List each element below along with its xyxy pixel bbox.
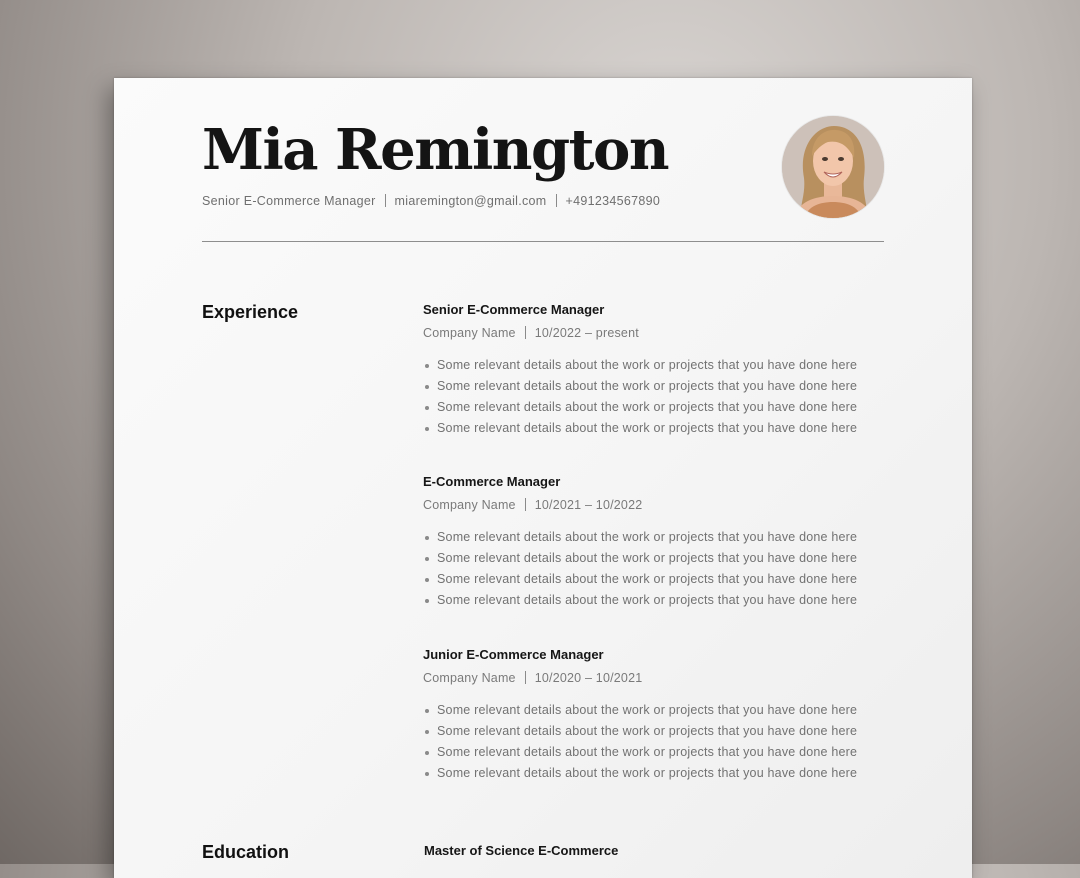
- job-entry: [423, 474, 883, 611]
- company-name: Company Name: [423, 326, 516, 340]
- separator: [556, 194, 557, 207]
- job-dates: 10/2020 – 10/2021: [534, 671, 643, 685]
- contact-line: [202, 194, 660, 208]
- header-divider: [202, 241, 884, 242]
- separator: [525, 326, 526, 339]
- job-detail: Some relevant details about the work or projects that you have done here: [423, 742, 883, 763]
- email-text: miaremington@gmail.com: [394, 194, 547, 208]
- job-dates: 10/2022 – present: [534, 326, 639, 340]
- job-details-list: [423, 355, 883, 439]
- job-details-list: [423, 527, 883, 611]
- profile-photo: [782, 116, 884, 218]
- job-detail: Some relevant details about the work or projects that you have done here: [423, 397, 883, 418]
- job-meta: [423, 498, 883, 512]
- candidate-name: Mia Remington: [202, 117, 669, 183]
- job-detail: Some relevant details about the work or projects that you have done here: [423, 376, 883, 397]
- experience-heading: Experience: [202, 302, 299, 322]
- company-name: Company Name: [423, 671, 516, 685]
- job-details-list: [423, 700, 883, 784]
- job-detail: Some relevant details about the work or projects that you have done here: [423, 721, 883, 742]
- job-detail: Some relevant details about the work or projects that you have done here: [423, 548, 883, 569]
- separator: [525, 671, 526, 684]
- job-detail: Some relevant details about the work or projects that you have done here: [423, 418, 883, 439]
- phone-text: +491234567890: [565, 194, 661, 208]
- job-detail: Some relevant details about the work or projects that you have done here: [423, 590, 883, 611]
- company-name: Company Name: [423, 498, 516, 512]
- job-detail: Some relevant details about the work or projects that you have done here: [423, 355, 883, 376]
- job-meta: [423, 671, 883, 685]
- job-detail: Some relevant details about the work or projects that you have done here: [423, 763, 883, 784]
- job-title: Senior E-Commerce Manager: [423, 302, 605, 317]
- degree-title: Master of Science E-Commerce: [424, 843, 619, 858]
- job-title: Junior E-Commerce Manager: [423, 647, 604, 662]
- job-detail: Some relevant details about the work or projects that you have done here: [423, 700, 883, 721]
- resume-page: [114, 78, 972, 878]
- separator: [385, 194, 386, 207]
- separator: [525, 498, 526, 511]
- job-entry: [423, 647, 883, 784]
- job-entry: [423, 302, 883, 439]
- job-title: E-Commerce Manager: [423, 474, 561, 489]
- job-detail: Some relevant details about the work or projects that you have done here: [423, 569, 883, 590]
- education-heading: Education: [202, 842, 290, 862]
- job-detail: Some relevant details about the work or projects that you have done here: [423, 527, 883, 548]
- portrait-image: [782, 116, 884, 218]
- job-role: Senior E-Commerce Manager: [202, 194, 376, 208]
- job-dates: 10/2021 – 10/2022: [534, 498, 643, 512]
- job-meta: [423, 326, 883, 340]
